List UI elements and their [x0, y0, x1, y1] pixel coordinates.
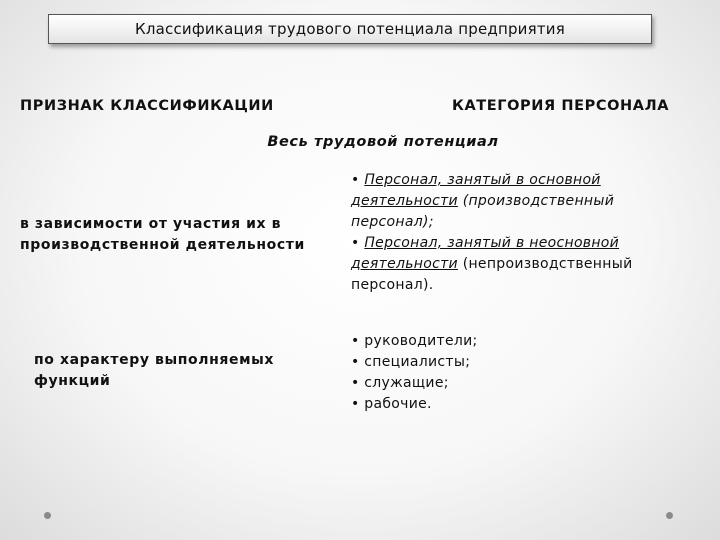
- decorative-dot-left: [44, 512, 51, 519]
- core-personnel-term: Персонал, занятый в основной деятельности: [351, 172, 601, 209]
- criterion-header: ПРИЗНАК КЛАССИФИКАЦИИ: [20, 98, 274, 114]
- slide-title: Классификация трудового потенциала предприятия: [48, 14, 652, 44]
- decorative-dot-right: [666, 512, 673, 519]
- core-personnel-note: (производственный персонал);: [351, 193, 615, 230]
- category-list-functions: [351, 331, 691, 415]
- noncore-personnel-note: (непроизводственный персонал).: [351, 256, 633, 293]
- list-item: • рабочие.: [351, 396, 432, 412]
- list-item: • специалисты;: [351, 354, 471, 370]
- criterion-functions: по характеру выполняемых функций: [34, 352, 274, 389]
- bullet: •: [351, 235, 360, 251]
- criterion-participation: в зависимости от участия их в производственной деятельности: [20, 216, 305, 253]
- noncore-personnel-term: Персонал, занятый в неосновной деятельности: [351, 235, 620, 272]
- bullet: •: [351, 172, 360, 188]
- list-item: • служащие;: [351, 375, 449, 391]
- category-header: КАТЕГОРИЯ ПЕРСОНАЛА: [452, 98, 670, 114]
- list-item: • руководители;: [351, 333, 478, 349]
- category-list-participation: [351, 170, 701, 296]
- whole-potential-label: Весь трудовой потенциал: [267, 134, 499, 150]
